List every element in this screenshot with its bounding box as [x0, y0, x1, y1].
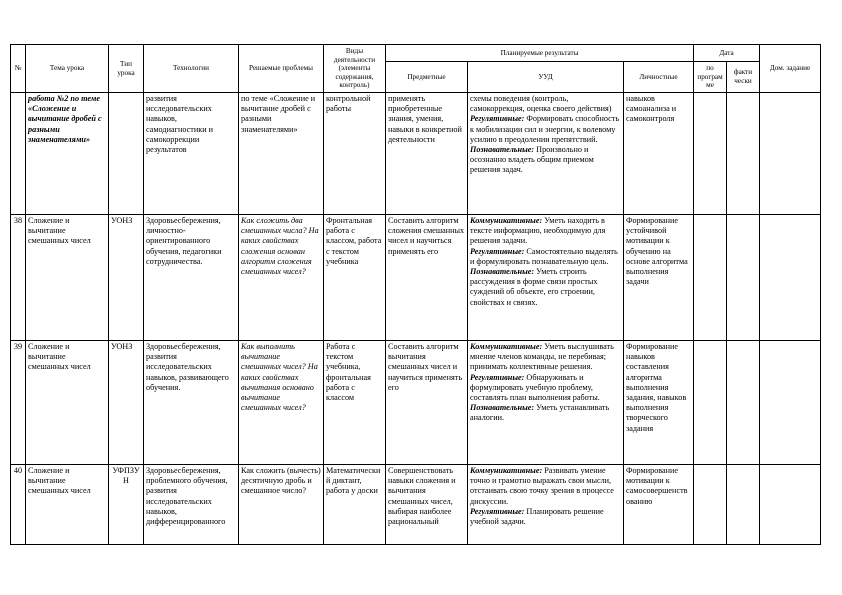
uud-label: Коммуникативные:: [470, 466, 543, 475]
cell-date-plan: [694, 465, 727, 545]
cell-homework: [760, 465, 821, 545]
uud-label: Регулятивные:: [470, 506, 525, 516]
col-header-planned-results: Планируемые результаты: [386, 45, 694, 62]
uud-text: Уметь строить рассуждения в форме связи простых суждений об объекте, его строении, свойствах и связях.: [470, 267, 598, 307]
col-header-date: Дата: [694, 45, 760, 62]
cell-num: [11, 93, 26, 215]
cell-date-fact: [727, 341, 760, 465]
cell-problems: Как сложить (вычесть) десятичную дробь и смешанное число?: [239, 465, 324, 545]
cell-date-plan: [694, 93, 727, 215]
uud-label: Регулятивные:: [470, 372, 525, 382]
cell-type: [109, 93, 144, 215]
cell-problems: Как сложить два смешанных числа? На каких свойствах сложения основан алгоритм сложения смешанных чисел?: [239, 215, 324, 341]
cell-personal: Формирование мотивации к самосовершенствованию: [624, 465, 694, 545]
uud-label: Коммуникативные:: [470, 342, 543, 351]
uud-item: [470, 466, 621, 507]
uud-item: [470, 247, 621, 267]
col-header-uud: УУД: [468, 62, 624, 93]
lesson-plan-table: [10, 44, 821, 545]
col-header-type: Тип урока: [109, 45, 144, 93]
cell-uud: [468, 465, 624, 545]
cell-date-fact: [727, 93, 760, 215]
cell-num: 39: [11, 341, 26, 465]
uud-item: [470, 114, 621, 145]
uud-text: Произвольно и осознанно владеть общим приемом решения задач.: [470, 145, 594, 175]
uud-item: [470, 342, 621, 373]
cell-activity: контрольной работы: [324, 93, 386, 215]
cell-topic: работа №2 по теме «Сложение и вычитание дробей с разными знаменателями»: [26, 93, 109, 215]
cell-date-plan: [694, 215, 727, 341]
uud-text: Уметь устанавливать аналогии.: [470, 403, 610, 423]
uud-text: Уметь находить в тексте информацию, необходимую для решения задачи.: [470, 216, 606, 246]
cell-type: УОНЗ: [109, 215, 144, 341]
cell-subject: Составить алгоритм вычитания смешанных чисел и научиться применять его: [386, 341, 468, 465]
uud-label: Коммуникативные:: [470, 216, 543, 225]
uud-item: [470, 145, 621, 176]
cell-subject: Составить алгоритм сложения смешанных чисел и научиться применять его: [386, 215, 468, 341]
uud-text: Уметь выслушивать мнение членов команды, не перебивая; принимать коллективные решения.: [470, 342, 614, 372]
cell-topic: Сложение и вычитание смешанных чисел: [26, 215, 109, 341]
cell-subject: применять приобретенные знания, умения, навыки в конкретной деятельности: [386, 93, 468, 215]
cell-activity: Работа с текстом учебника, фронтальная работа с классом: [324, 341, 386, 465]
cell-type: УФПЗУН: [109, 465, 144, 545]
cell-topic: Сложение и вычитание смешанных чисел: [26, 341, 109, 465]
header-row-1: [11, 45, 821, 62]
uud-item: [470, 267, 621, 308]
cell-uud: [468, 215, 624, 341]
cell-homework: [760, 341, 821, 465]
uud-item: [470, 403, 621, 423]
col-header-problems: Решаемые проблемы: [239, 45, 324, 93]
table-row: [11, 341, 821, 465]
cell-date-fact: [727, 215, 760, 341]
cell-technologies: Здоровьесбережения, развития исследовательских навыков, развивающего обучения.: [144, 341, 239, 465]
col-header-technologies: Технологии: [144, 45, 239, 93]
uud-text: Планировать решение учебной задачи.: [470, 506, 604, 527]
col-header-personal: Личностные: [624, 62, 694, 93]
col-header-date-plan: по програм ме: [694, 62, 727, 93]
table-row: [11, 215, 821, 341]
cell-personal: навыков самоанализа и самоконтроля: [624, 93, 694, 215]
cell-problems: по теме «Сложение и вычитание дробей с разными знаменателями»: [239, 93, 324, 215]
col-header-activity: Виды деятельности (элементы содержания, контроль): [324, 45, 386, 93]
cell-subject: Совершенствовать навыки сложения и вычитания смешанных чисел, выбирая наиболее рациональный: [386, 465, 468, 545]
cell-num: 38: [11, 215, 26, 341]
cell-homework: [760, 215, 821, 341]
cell-num: 40: [11, 465, 26, 545]
cell-technologies: развития исследовательских навыков, самодиагностики и самокоррекции результатов: [144, 93, 239, 215]
cell-date-plan: [694, 341, 727, 465]
cell-type: УОНЗ: [109, 341, 144, 465]
uud-label: Регулятивные:: [470, 246, 525, 256]
cell-topic: Сложение и вычитание смешанных чисел: [26, 465, 109, 545]
uud-label: Познавательные:: [470, 267, 535, 277]
cell-problems: Как выполнить вычитание смешанных чисел? На каких свойствах вычитания основано вычитание смешанных чисел?: [239, 341, 324, 465]
uud-text: Формировать способность к мобилизации сил и энергии, к волевому усилию в преодолении препятствий.: [470, 114, 620, 144]
col-header-subject: Предметные: [386, 62, 468, 93]
cell-personal: Формирование навыков составления алгоритма выполнения задания, навыков выполнения творческого задания: [624, 341, 694, 465]
lesson-plan-sheet: [10, 44, 821, 545]
col-header-homework: Дом. задание: [760, 45, 821, 93]
cell-technologies: Здоровьесбережения, личностно-ориентированного обучения, педагогики сотрудничества.: [144, 215, 239, 341]
uud-item: [470, 507, 621, 527]
cell-technologies: Здоровьесбережения, проблемного обучения, развития исследовательских навыков, дифференцированного: [144, 465, 239, 545]
cell-uud: [468, 93, 624, 215]
cell-personal: Формирование устойчивой мотивации к обучению на основе алгоритма выполнения задачи: [624, 215, 694, 341]
uud-label: Регулятивные:: [470, 114, 525, 124]
col-header-date-fact: факти чески: [727, 62, 760, 93]
uud-label: Познавательные:: [470, 403, 535, 413]
cell-date-fact: [727, 465, 760, 545]
cell-activity: Фронтальная работа с классом, работа с текстом учебника: [324, 215, 386, 341]
cell-homework: [760, 93, 821, 215]
uud-item: [470, 373, 621, 404]
table-row: [11, 465, 821, 545]
col-header-topic: Тема урока: [26, 45, 109, 93]
table-row: [11, 93, 821, 215]
cell-uud: [468, 341, 624, 465]
uud-text: Самостоятельно выделять и формулировать познавательную цель.: [470, 246, 618, 266]
uud-item: схемы поведения (контроль, самокоррекция, оценка своего действия): [470, 94, 612, 114]
uud-label: Познавательные:: [470, 145, 535, 155]
col-header-num: №: [11, 45, 26, 93]
cell-activity: Математический диктант, работа у доски: [324, 465, 386, 545]
uud-item: [470, 216, 621, 247]
uud-text: Обнаруживать и формулировать учебную проблему, составлять план выполнения работы.: [470, 372, 600, 403]
uud-text: Развивать умение точно и грамотно выражать свои мысли, отстаивать свою точку зрения в процессе дискуссии.: [470, 466, 614, 506]
